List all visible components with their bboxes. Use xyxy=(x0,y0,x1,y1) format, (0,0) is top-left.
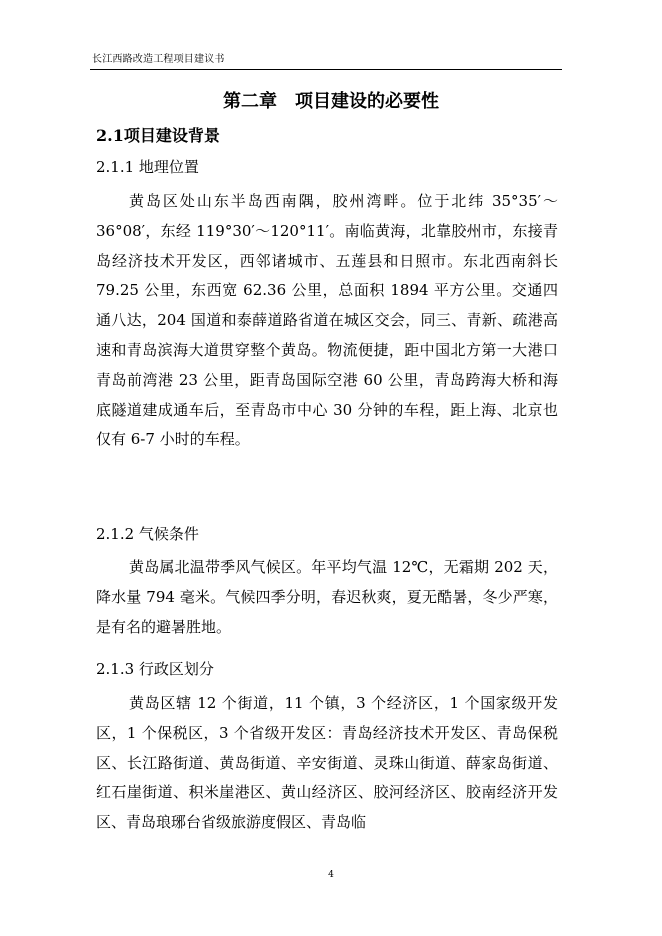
header-rule xyxy=(90,69,562,70)
paragraph-location: 黄岛区处山东半岛西南隅，胶州湾畔。位于北纬 35°35′～36°08′，东经 119°30′～120°11′。南临黄海，北靠胶州市，东接青岛经济技术开发区，西邻诸城市、五莲县和日照市。东北西南斜长 79.25 公里，东西宽 62.36 公里，总面积 1894 平方公里。交通四通八达，204 国道和泰薛道路省道在城区交会，同三、青新、疏港高速和青岛滨海大道贯穿整个黄岛。物流便捷，距中国北方第一大港口青岛前湾港 23 公里，距青岛国际空港 60 公里，青岛跨海大桥和海底隧道建成通车后，至青岛市中心 30 分钟的车程，距上海、北京也仅有 6-7 小时的车程。 xyxy=(96,192,558,449)
chapter-title: 第二章 项目建设的必要性 xyxy=(223,91,439,112)
subsection-heading-administration: 2.1.3 行政区划分 xyxy=(96,660,214,678)
paragraph-climate: 黄岛属北温带季风气候区。年平均气温 12℃，无霜期 202 天，降水量 794 毫米。气候四季分明，春迟秋爽，夏无酷暑，冬少严寒，是有名的避暑胜地。 xyxy=(96,558,558,636)
subsection-heading-location: 2.1.1 地理位置 xyxy=(96,158,199,176)
running-header: 长江西路改造工程项目建议书 xyxy=(92,54,225,65)
paragraph-administration: 黄岛区辖 12 个街道，11 个镇，3 个经济区，1 个国家级开发区，1 个保税区，3 个省级开发区：青岛经济技术开发区、青岛保税区、长江路街道、黄岛街道、辛安街道、灵珠山街道、薛家岛街道、红石崖街道、积米崖港区、黄山经济区、胶河经济区、胶南经济开发区、青岛琅琊台省级旅游度假区、青岛临 xyxy=(96,694,558,832)
subsection-heading-climate: 2.1.2 气候条件 xyxy=(96,525,199,543)
page-number: 4 xyxy=(328,870,334,880)
section-heading: 2.1项目建设背景 xyxy=(96,126,220,145)
